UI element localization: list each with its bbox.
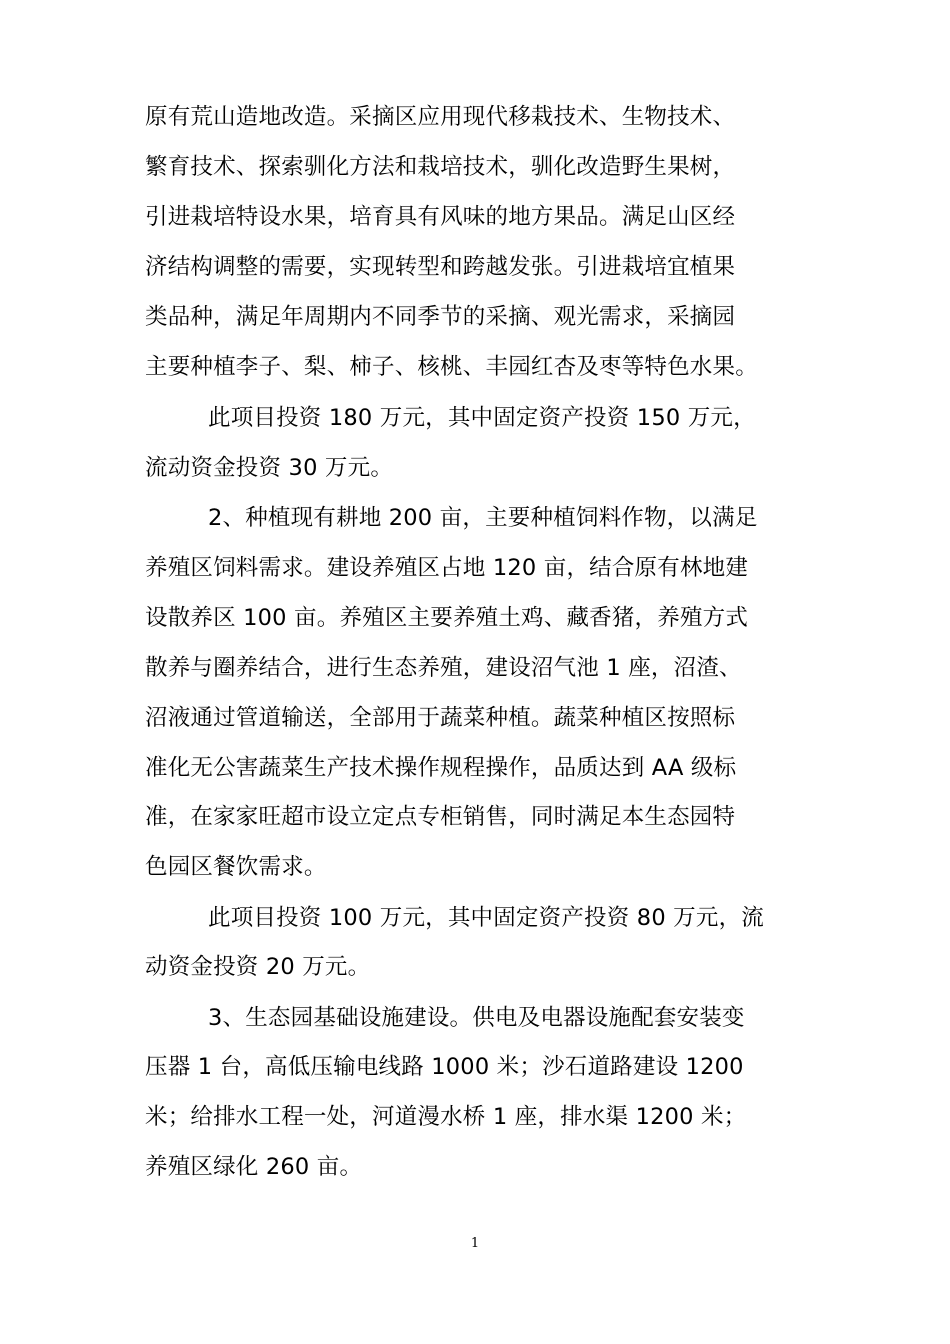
text-line: 准，在家家旺超市设立定点专柜销售，同时满足本生态园特	[145, 804, 736, 830]
text-line: 类品种，满足年周期内不同季节的采摘、观光需求，采摘园	[145, 304, 736, 330]
text-line: 3、生态园基础设施建设。供电及电器设施配套安装变	[208, 1005, 745, 1031]
text-line: 养殖区饲料需求。建设养殖区占地 120 亩，结合原有林地建	[145, 555, 749, 581]
text-line: 主要种植李子、梨、柿子、核桃、丰园红杏及枣等特色水果。	[145, 354, 758, 380]
text-line: 济结构调整的需要，实现转型和跨越发张。引进栽培宜植果	[145, 254, 736, 280]
text-line: 2、种植现有耕地 200 亩，主要种植饲料作物，以满足	[208, 505, 758, 531]
text-line: 准化无公害蔬菜生产技术操作规程操作，品质达到 AA 级标	[145, 755, 737, 781]
text-line: 此项目投资 180 万元，其中固定资产投资 150 万元，	[208, 405, 756, 431]
text-line: 引进栽培特设水果，培育具有风味的地方果品。满足山区经	[145, 204, 736, 230]
text-line: 沼液通过管道输送，全部用于蔬菜种植。蔬菜种植区按照标	[145, 705, 736, 731]
text-line: 养殖区绿化 260 亩。	[145, 1154, 363, 1180]
text-line: 此项目投资 100 万元，其中固定资产投资 80 万元，流	[208, 905, 764, 931]
text-line: 米；给排水工程一处，河道漫水桥 1 座，排水渠 1200 米；	[145, 1104, 747, 1130]
text-line: 散养与圈养结合，进行生态养殖，建设沼气池 1 座，沼渣、	[145, 655, 742, 681]
page-number: 1	[470, 1236, 480, 1251]
text-line: 原有荒山造地改造。采摘区应用现代移栽技术、生物技术、	[145, 104, 736, 130]
text-line: 设散养区 100 亩。养殖区主要养殖土鸡、藏香猪，养殖方式	[145, 605, 749, 631]
text-line: 繁育技术、探索驯化方法和栽培技术，驯化改造野生果树，	[145, 154, 736, 180]
text-line: 色园区餐饮需求。	[145, 854, 327, 880]
text-line: 动资金投资 20 万元。	[145, 954, 371, 980]
text-line: 流动资金投资 30 万元。	[145, 455, 394, 481]
text-line: 压器 1 台，高低压输电线路 1000 米；沙石道路建设 1200	[145, 1054, 744, 1080]
